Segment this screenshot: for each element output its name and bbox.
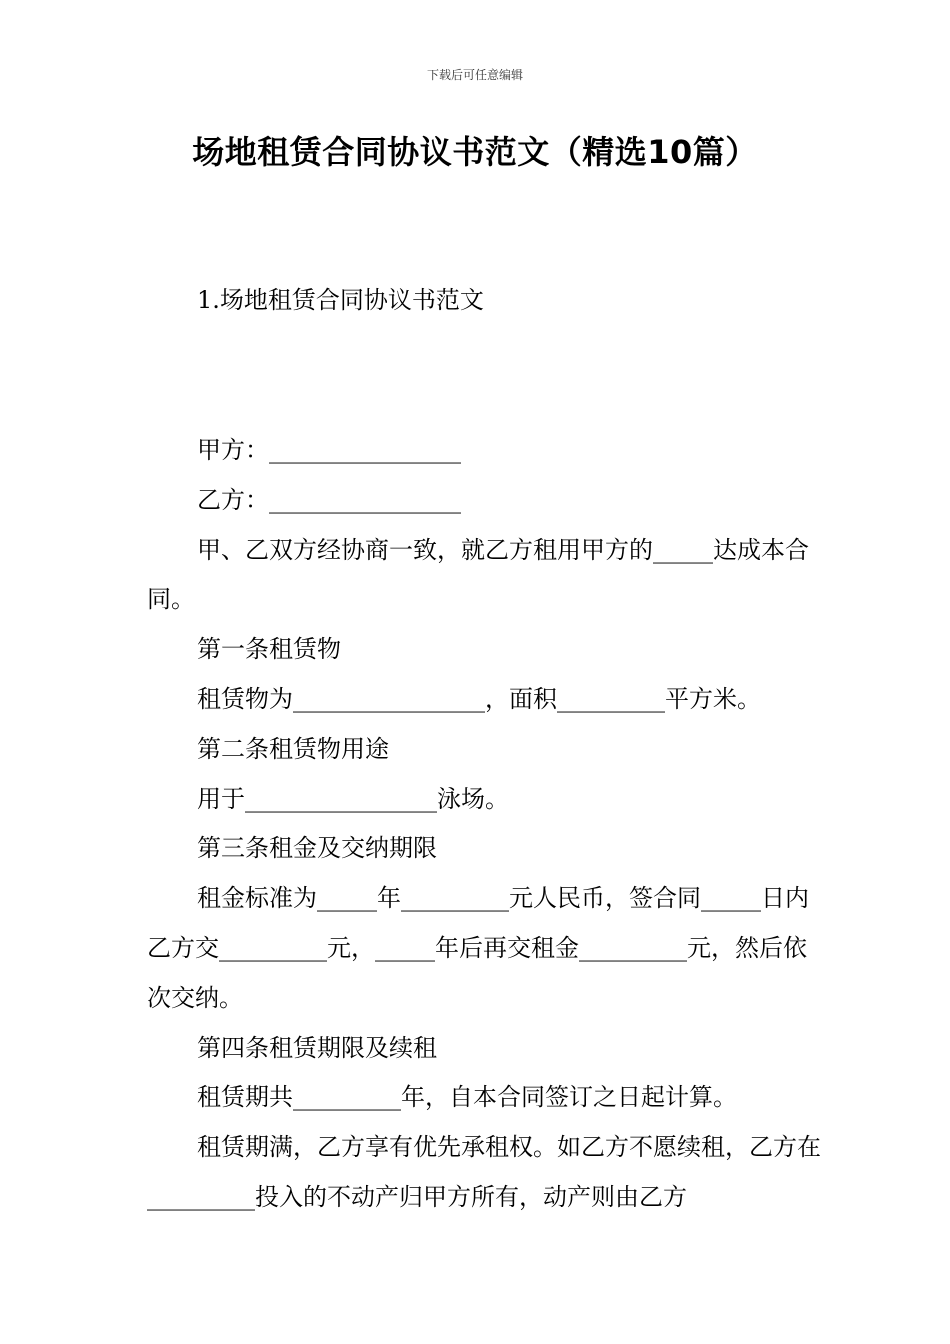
article-1-heading: 第一条租赁物 [197, 635, 341, 664]
article-2-text: 用于________________泳场。 [197, 784, 509, 813]
document-title: 场地租赁合同协议书范文（精选10篇） [192, 133, 758, 171]
article-4-text-renewal: 租赁期满，乙方享有优先承租权。如乙方不愿续租，乙方在_________投入的不动产归甲方所有，动产则由乙方 [147, 1133, 821, 1211]
party-b-line: 乙方：________________ [197, 485, 461, 514]
article-3-text: 租金标准为_____年_________元人民币，签合同_____日内乙方交_________元，_____年后再交租金_________元，然后依次交纳。 [147, 884, 809, 1012]
document-body [147, 426, 827, 1223]
agreement-intro: 甲、乙双方经协商一致，就乙方租用甲方的_____达成本合同。 [147, 535, 809, 614]
article-4-heading: 第四条租赁期限及续租 [197, 1033, 437, 1062]
section-title: 1.场地租赁合同协议书范文 [197, 286, 484, 314]
article-1-text: 租赁物为________________，面积_________平方米。 [197, 684, 761, 713]
party-a-line: 甲方：________________ [197, 436, 461, 464]
article-4-text-term: 租赁期共_________年，自本合同签订之日起计算。 [197, 1083, 737, 1112]
article-2-heading: 第二条租赁物用途 [197, 734, 389, 763]
header-note: 下载后可任意编辑 [426, 68, 523, 82]
article-3-heading: 第三条租金及交纳期限 [197, 834, 437, 863]
